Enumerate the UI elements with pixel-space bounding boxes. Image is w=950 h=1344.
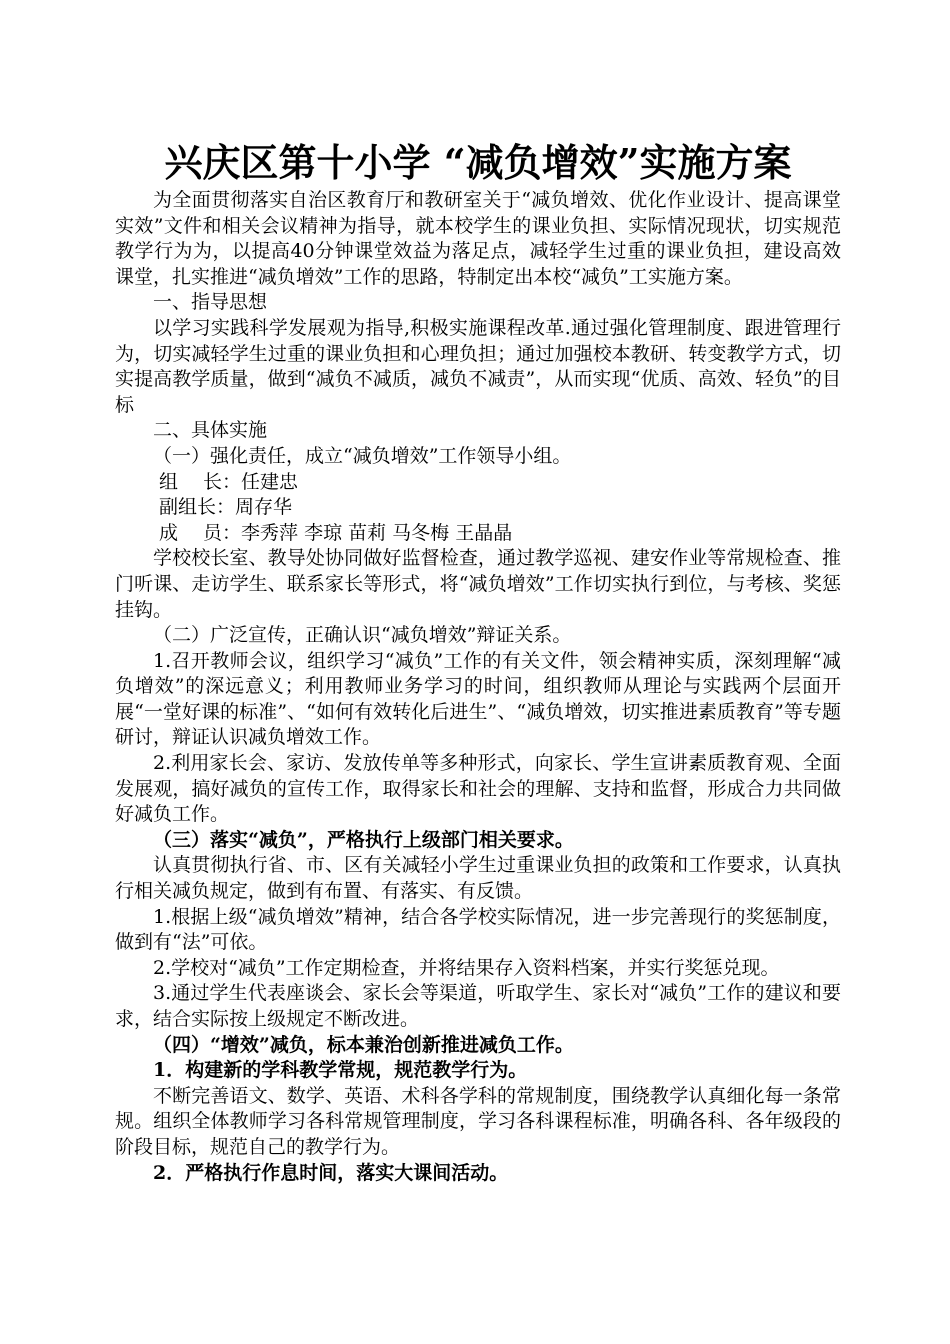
subsection-3-item-2: 2.学校对“减负”工作定期检查，并将结果存入资料档案，并实行奖惩兑现。: [153, 956, 780, 979]
members-line: 成 员：李秀萍 李琼 苗莉 马冬梅 王晶晶: [159, 521, 513, 544]
subsection-2-item-2: 2.利用家长会、家访、发放传单等多种形式，向家长、学生宣讲素质教育观、全面发展观，搞好减负的宣传工作，取得家长和社会的理解、支持和监督，形成合力共同做好减负工作。: [115, 752, 841, 826]
subsection-4-item-2-heading: 2．严格执行作息时间，落实大课间活动。: [153, 1161, 509, 1184]
document-page: [115, 140, 841, 1186]
subsection-4-item-1-heading: 1．构建新的学科教学常规，规范教学行为。: [153, 1059, 528, 1082]
section-1-heading: 一、指导思想: [153, 291, 268, 314]
section-1-body: 以学习实践科学发展观为指导,积极实施课程改革.通过强化管理制度、跟进管理行为，切实减轻学生过重的课业负担和心理负担；通过加强校本教研、转变教学方式，切实提高教学质量，做到“减负不减质，减负不减责”，从而实现“优质、高效、轻负”的目标: [115, 316, 841, 416]
subsection-4-item-1-body: 不断完善语文、数学、英语、术科各学科的常规制度，围绕教学认真细化每一条常规。组织全体教师学习各科常规管理制度，学习各科课程标准，明确各科、各年级段的阶段目标，规范自己的教学行为。: [115, 1084, 841, 1158]
document-title: 兴庆区第十小学 “减负增效”实施方案: [164, 140, 792, 185]
subsection-3-heading: （三）落实“减负”，严格执行上级部门相关要求。: [153, 828, 574, 851]
subsection-1-heading: （一）强化责任，成立“减负增效”工作领导小组。: [153, 444, 572, 467]
subsection-3-body: 认真贯彻执行省、市、区有关减轻小学生过重课业负担的政策和工作要求，认真执行相关减负规定，做到有布置、有落实、有反馈。: [115, 854, 841, 903]
subsection-4-heading: （四）“增效”减负，标本兼治创新推进减负工作。: [153, 1033, 574, 1056]
deputy-line: 副组长：周存华: [159, 496, 293, 519]
subsection-3-item-1: 1.根据上级“减负增效”精神，结合各学校实际情况，进一步完善现行的奖惩制度，做到有“法”可依。: [115, 905, 841, 954]
section-2-heading: 二、具体实施: [153, 419, 268, 442]
subsection-2-item-1: 1.召开教师会议，组织学习“减负”工作的有关文件，领会精神实质，深刻理解“减负增效”的深远意义；利用教师业务学习的时间，组织教师从理论与实践两个层面开展“一堂好课的标准”、“如何有效转化后进生”、“减负增效，切实推进素质教育”等专题研讨，辩证认识减负增效工作。: [115, 649, 841, 749]
subsection-1-body: 学校校长室、教导处协同做好监督检查，通过教学巡视、建安作业等常规检查、推门听课、走访学生、联系家长等形式，将“减负增效”工作切实执行到位，与考核、奖惩挂钩。: [115, 547, 841, 621]
leader-line: 组 长：任建忠: [159, 470, 299, 493]
intro-paragraph: 为全面贯彻落实自治区教育厅和教研室关于“减负增效、优化作业设计、提高课堂实效”文件和相关会议精神为指导，就本校学生的课业负担、实际情况现状，切实规范教学行为为，以提高40分钟课堂效益为落足点，减轻学生过重的课业负担，建设高效课堂，扎实推进“减负增效”工作的思路，特制定出本校“减负”工实施方案。: [115, 189, 841, 288]
subsection-2-heading: （二）广泛宣传，正确认识“减负增效”辩证关系。: [153, 624, 572, 647]
subsection-3-item-3: 3.通过学生代表座谈会、家长会等渠道，听取学生、家长对“减负”工作的建议和要求，结合实际按上级规定不断改进。: [115, 982, 841, 1030]
